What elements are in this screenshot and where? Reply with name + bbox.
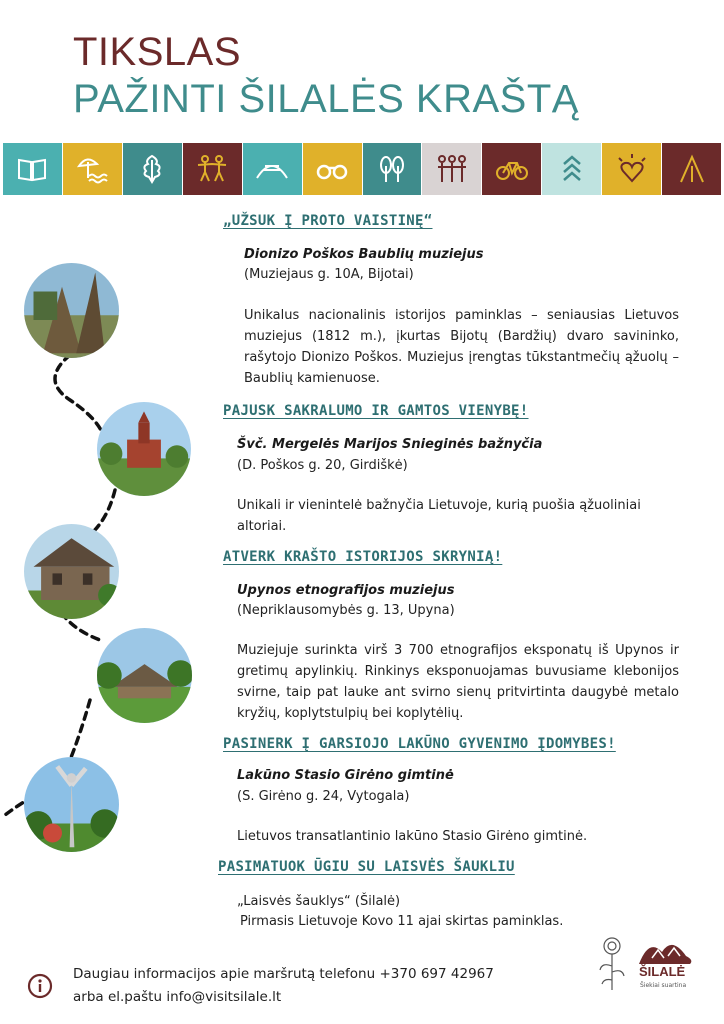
title-line-1: TIKSLAS — [73, 30, 242, 74]
photo-freedom-herald-monument — [24, 757, 119, 852]
section-2-description: Unikali ir vienintelė bažnyčia Lietuvoje, kurią puošia ąžuoliniai altoriai. — [237, 498, 641, 534]
section-5-place-name: „Laisvės šauklys“ (Šilalė) — [237, 894, 401, 909]
photo-girdiske-church — [97, 402, 191, 496]
section-3-heading: ATVERK KRAŠTO ISTORIJOS SKRYNIĄ! — [223, 549, 503, 565]
section-1-place-name: Dionizo Poškos Baublių muziejus — [244, 247, 484, 262]
section-4-description: Lietuvos transatlantinio lakūno Stasio Girėno gimtinė. — [237, 829, 588, 844]
footer-contact — [73, 963, 494, 1009]
photo-baubliai-museum — [24, 263, 119, 358]
section-1-heading: „UŽSUK Į PROTO VAISTINĘ“ — [223, 213, 433, 229]
section-2-heading: PAJUSK SAKRALUMO IR GAMTOS VIENYBĘ! — [223, 403, 529, 419]
footer-email-line[interactable]: arba el.paštu info@visitsilale.lt — [73, 989, 282, 1005]
section-5-heading: PASIMATUOK ŪGIU SU LAISVĖS ŠAUKLIU — [218, 859, 515, 875]
logo-tagline: Šiekiai suartina — [640, 982, 687, 989]
footer-phone-line: Daugiau informacijos apie maršrutą telefonu +370 697 42967 — [73, 966, 494, 982]
section-2-place-name: Švč. Mergelės Marijos Snieginės bažnyčia — [237, 437, 543, 452]
title-line-2: PAŽINTI ŠILALĖS KRAŠTĄ — [73, 77, 579, 121]
section-1-description: Unikalus nacionalinis istorijos paminklas – seniausias Lietuvos muziejus (1812 m.), įkurtas Bijotų (Bardžių) dvaro savininko, rašytojo Dionizo Poškos. Muziejus įrengtas tūkstantmečių ąžuolų – Baublių kamienuose. — [244, 308, 679, 386]
section-5-description: Pirmasis Lietuvoje Kovo 11 ajai skirtas paminklas. — [240, 914, 564, 929]
section-4-address: (S. Girėno g. 24, Vytogala) — [237, 789, 410, 804]
section-4-place-name: Lakūno Stasio Girėno gimtinė — [237, 768, 454, 783]
section-1-address: (Muziejaus g. 10A, Bijotai) — [244, 267, 414, 282]
section-3-place-name: Upynos etnografijos muziejus — [237, 583, 455, 598]
logo-wordmark: ŠILALĖ — [639, 964, 686, 979]
photo-upyna-museum — [24, 524, 119, 619]
section-2-address: (D. Poškos g. 20, Girdiškė) — [237, 458, 408, 473]
photo-girenas-homestead — [97, 628, 192, 723]
info-icon — [27, 973, 53, 999]
section-3-description: Muziejuje surinkta virš 3 700 etnografijos eksponatų iš Upynos ir gretimų apylinkių. Rinkinys eksponuojamas buvusiame klebonijos svirne, taip pat lauke ant svirno sienų pritvirtinta daugybė metalo kryžių, koplytstulpių bei koplytėlių. — [237, 643, 679, 721]
section-3-address: (Nepriklausomybės g. 13, Upyna) — [237, 603, 455, 618]
section-4-heading: PASINERK Į GARSIOJO LAKŪNO GYVENIMO ĮDOMYBES! — [223, 736, 616, 752]
